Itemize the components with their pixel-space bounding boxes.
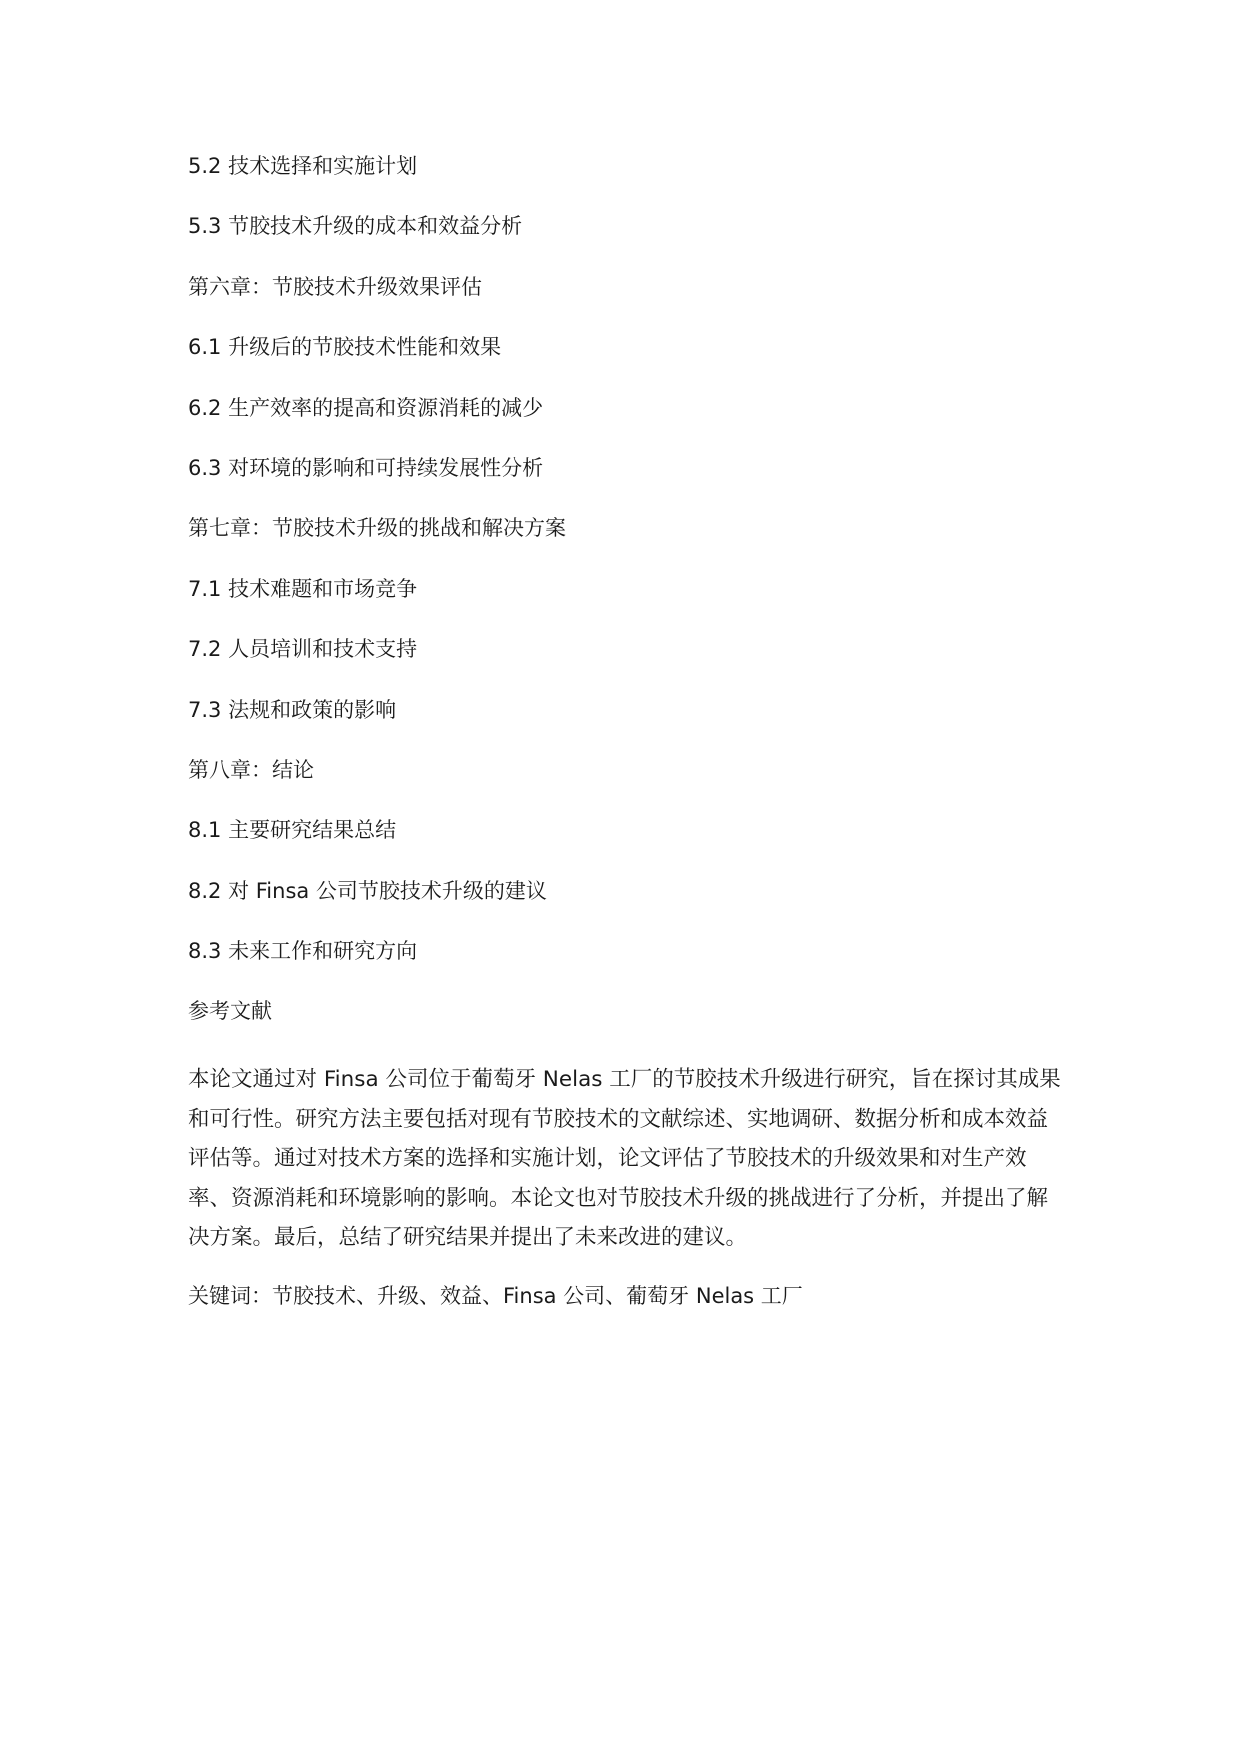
toc-item: 7.2 人员培训和技术支持 — [188, 637, 418, 662]
toc-item: 6.2 生产效率的提高和资源消耗的减少 — [188, 395, 544, 420]
keywords-line: 关键词：节胶技术、升级、效益、Finsa 公司、葡萄牙 Nelas 工厂 — [188, 1284, 803, 1308]
toc-chapter-heading: 第八章：结论 — [188, 757, 314, 782]
table-of-contents — [188, 155, 1088, 1061]
toc-item: 7.1 技术难题和市场竞争 — [188, 576, 418, 601]
toc-item: 6.1 升级后的节胶技术性能和效果 — [188, 335, 502, 360]
toc-references: 参考文献 — [188, 999, 272, 1024]
toc-chapter-heading: 第六章：节胶技术升级效果评估 — [188, 274, 482, 299]
toc-item: 8.2 对 Finsa 公司节胶技术升级的建议 — [188, 878, 547, 903]
abstract-paragraph: 本论文通过对 Finsa 公司位于葡萄牙 Nelas 工厂的节胶技术升级进行研究，旨在探讨其成果和可行性。研究方法主要包括对现有节胶技术的文献综述、实地调研、数据分析和成本效益评估等。通过对技术方案的选择和实施计划，论文评估了节胶技术的升级效果和对生产效率、资源消耗和环境影响的影响。本论文也对节胶技术升级的挑战进行了分析，并提出了解决方案。最后，总结了研究结果并提出了未来改进的建议。 — [188, 1067, 1061, 1250]
toc-item: 8.3 未来工作和研究方向 — [188, 939, 418, 964]
toc-item: 5.3 节胶技术升级的成本和效益分析 — [188, 214, 523, 239]
toc-chapter-heading: 第七章：节胶技术升级的挑战和解决方案 — [188, 516, 566, 541]
toc-item: 7.3 法规和政策的影响 — [188, 697, 397, 722]
toc-item: 5.2 技术选择和实施计划 — [188, 154, 418, 178]
toc-item: 6.3 对环境的影响和可持续发展性分析 — [188, 455, 544, 480]
toc-item: 8.1 主要研究结果总结 — [188, 818, 397, 843]
